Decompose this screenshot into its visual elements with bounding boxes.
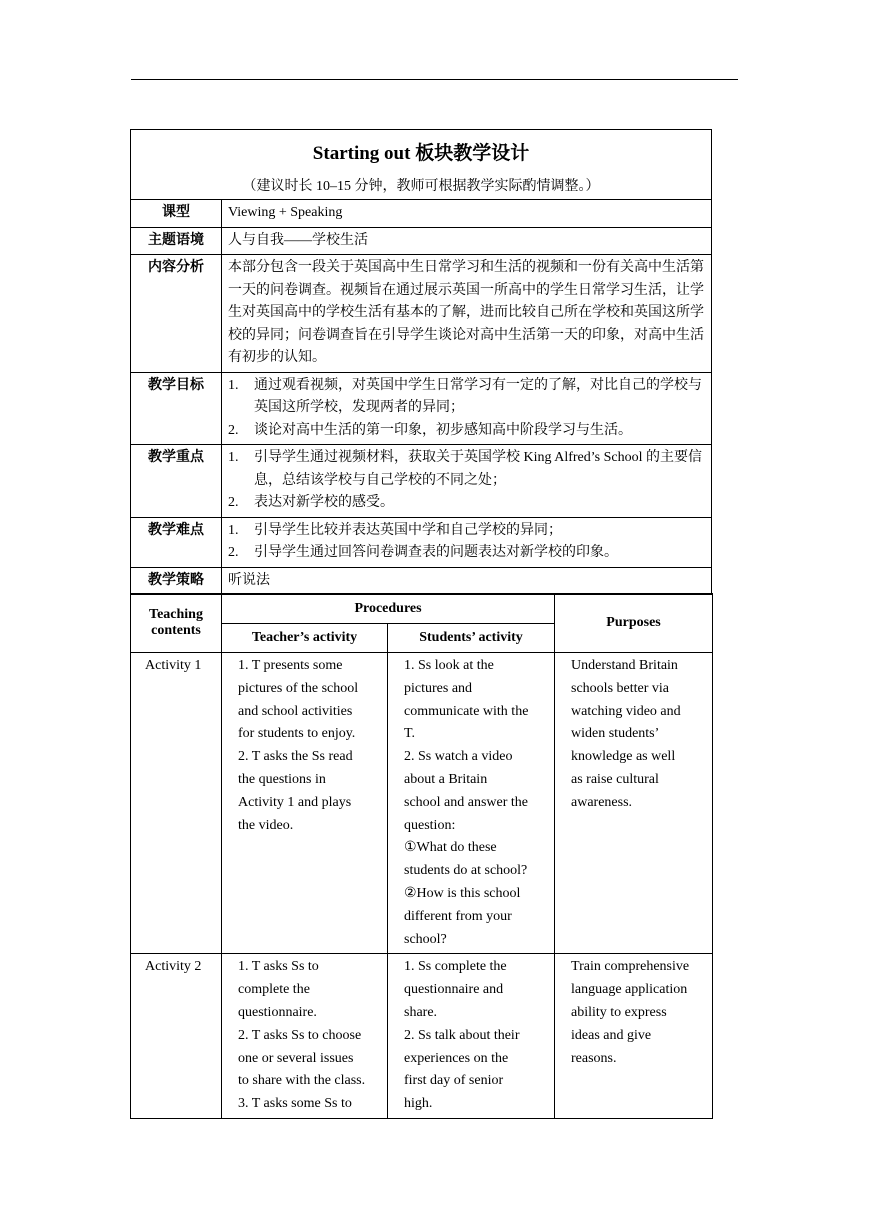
cell-line: communicate with the bbox=[404, 703, 529, 719]
cell-line: one or several issues bbox=[238, 1050, 354, 1066]
item-text: 引导学生通过回答问卷调查表的问题表达对新学校的印象。 bbox=[254, 545, 618, 560]
cell-line: ability to express bbox=[571, 1004, 667, 1020]
cell-line: different from your bbox=[404, 908, 512, 924]
list-item bbox=[228, 492, 705, 515]
header-teacher-activity: Teacher’s activity bbox=[222, 624, 388, 653]
cell-line: as raise cultural bbox=[571, 771, 659, 787]
cell-line: 3. T asks some Ss to bbox=[238, 1096, 352, 1112]
row-label-strategy: 教学策略 bbox=[131, 567, 222, 595]
header-students-activity: Students’ activity bbox=[388, 624, 555, 653]
cell-line: 2. T asks Ss to choose bbox=[238, 1027, 362, 1043]
cell-line: ①What do these bbox=[404, 840, 497, 856]
item-number: 2. bbox=[228, 545, 239, 560]
procedures-table bbox=[130, 593, 713, 1119]
row-value-strategy: 听说法 bbox=[222, 567, 712, 595]
item-number: 1. bbox=[228, 522, 239, 538]
cell-line: widen students’ bbox=[571, 726, 660, 742]
cell-line: for students to enjoy. bbox=[238, 726, 356, 742]
cell-line: the video. bbox=[238, 817, 294, 833]
cell-line: first day of senior bbox=[404, 1073, 504, 1089]
cell-line: 2. Ss talk about their bbox=[404, 1027, 520, 1043]
cell-line: 1. T asks Ss to bbox=[238, 959, 319, 975]
cell-line: questionnaire and bbox=[404, 982, 504, 998]
row-value-key-points bbox=[222, 445, 712, 518]
cell-line: ideas and give bbox=[571, 1027, 652, 1043]
design-subtitle: （建议时长 10–15 分钟，教师可根据教学实际酌情调整。） bbox=[242, 179, 600, 194]
activity-cell: Activity 2 bbox=[131, 954, 222, 1119]
title-cell bbox=[131, 130, 712, 200]
list-item bbox=[228, 542, 705, 565]
cell-line: 1. T presents some bbox=[238, 658, 343, 673]
cell-line: questionnaire. bbox=[238, 1004, 317, 1020]
cell-line: Activity 1 and plays bbox=[238, 794, 352, 810]
cell-line: share. bbox=[404, 1004, 438, 1020]
cell-line: reasons. bbox=[571, 1050, 617, 1066]
design-title: Starting out 板块教学设计 bbox=[312, 143, 530, 164]
cell-line: 1. Ss look at the bbox=[404, 658, 494, 673]
cell-line: 1. Ss complete the bbox=[404, 959, 507, 975]
item-text: 引导学生比较并表达英国中学和自己学校的异同； bbox=[254, 522, 562, 538]
list-item bbox=[228, 420, 705, 443]
teacher-activity-cell bbox=[222, 954, 388, 1119]
item-text: 表达对新学校的感受。 bbox=[254, 495, 394, 510]
students-activity-cell bbox=[388, 653, 555, 954]
activity-cell: Activity 1 bbox=[131, 653, 222, 954]
cell-line: the questions in bbox=[238, 771, 326, 787]
cell-line: school? bbox=[404, 931, 447, 947]
row-label-objectives: 教学目标 bbox=[131, 372, 222, 445]
item-number: 1. bbox=[228, 450, 239, 465]
cell-line: awareness. bbox=[571, 794, 633, 810]
cell-line: 2. T asks the Ss read bbox=[238, 749, 353, 765]
purpose-cell bbox=[555, 954, 713, 1119]
purpose-cell bbox=[555, 653, 713, 954]
item-number: 2. bbox=[228, 422, 239, 438]
cell-line: watching video and bbox=[571, 703, 681, 719]
row-value-difficulties bbox=[222, 517, 712, 567]
cell-line: students do at school? bbox=[404, 863, 528, 879]
list-item bbox=[228, 447, 705, 492]
list-item bbox=[228, 520, 705, 543]
row-value-objectives bbox=[222, 372, 712, 445]
cell-line: T. bbox=[404, 726, 416, 742]
header-procedures: Procedures bbox=[222, 594, 555, 624]
table-row bbox=[131, 954, 713, 1119]
teacher-activity-cell bbox=[222, 653, 388, 954]
lesson-design-table bbox=[130, 129, 712, 595]
item-text: 引导学生通过视频材料，获取关于英国学校 King Alfred’s School 的主要信息，总结该学校与自己学校的不同之处； bbox=[254, 450, 702, 488]
item-text: 谈论对高中生活的第一印象，初步感知高中阶段学习与生活。 bbox=[254, 422, 632, 438]
cell-line: knowledge as well bbox=[571, 749, 676, 765]
header-teaching-contents: Teaching contents bbox=[131, 594, 222, 653]
row-label-difficulties: 教学难点 bbox=[131, 517, 222, 567]
row-value-lesson-type: Viewing + Speaking bbox=[222, 200, 712, 228]
row-label-theme: 主题语境 bbox=[131, 227, 222, 255]
header-purposes: Purposes bbox=[555, 594, 713, 653]
cell-line: ②How is this school bbox=[404, 885, 521, 901]
row-label-lesson-type: 课型 bbox=[131, 200, 222, 228]
cell-line: school and answer the bbox=[404, 794, 529, 810]
students-activity-cell bbox=[388, 954, 555, 1119]
cell-line: pictures of the school bbox=[238, 680, 359, 696]
list-item bbox=[228, 375, 705, 420]
cell-line: experiences on the bbox=[404, 1050, 509, 1066]
item-number: 1. bbox=[228, 377, 239, 393]
row-value-theme: 人与自我——学校生活 bbox=[222, 227, 712, 255]
cell-line: schools better via bbox=[571, 680, 669, 696]
cell-line: Understand Britain bbox=[571, 658, 678, 673]
cell-line: high. bbox=[404, 1096, 433, 1112]
cell-line: complete the bbox=[238, 982, 310, 998]
item-number: 2. bbox=[228, 495, 239, 510]
cell-line: Train comprehensive bbox=[571, 959, 690, 975]
cell-line: pictures and bbox=[404, 680, 473, 696]
page-header-rule bbox=[131, 79, 738, 80]
row-label-key-points: 教学重点 bbox=[131, 445, 222, 518]
cell-line: and school activities bbox=[238, 703, 353, 719]
table-row bbox=[131, 653, 713, 954]
row-label-content-analysis: 内容分析 bbox=[131, 255, 222, 373]
cell-line: 2. Ss watch a video bbox=[404, 749, 513, 765]
cell-line: question: bbox=[404, 817, 456, 833]
cell-line: language application bbox=[571, 982, 688, 998]
cell-line: to share with the class. bbox=[238, 1073, 366, 1089]
item-text: 通过观看视频，对英国中学生日常学习有一定的了解，对比自己的学校与英国这所学校，发现两者的异同； bbox=[254, 377, 702, 415]
cell-line: about a Britain bbox=[404, 771, 488, 787]
row-value-content-analysis: 本部分包含一段关于英国高中生日常学习和生活的视频和一份有关高中生活第一天的问卷调查。视频旨在通过展示英国一所高中的学生日常学习生活，让学生对英国高中的学校生活有基本的了解，进而比较自己所在学校和英国这所学校的异同；问卷调查旨在引导学生谈论对高中生活第一天的印象，对高中生活有初步的认知。 bbox=[222, 255, 712, 373]
